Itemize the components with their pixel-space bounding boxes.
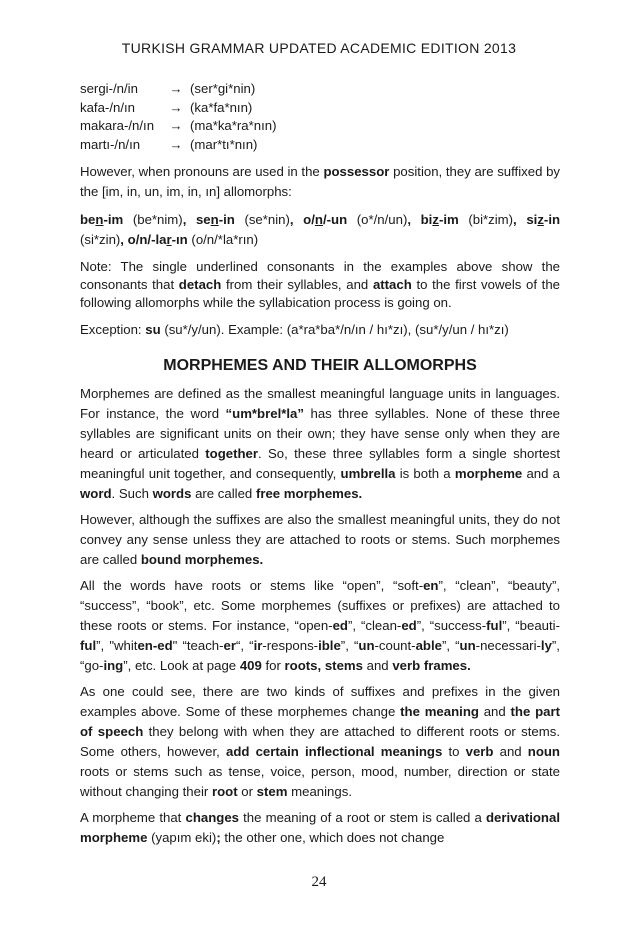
exception-example: (a*ra*ba*/n/ın / hı*zı): [286, 322, 408, 337]
example-syllables: (ka*fa*nın): [190, 99, 253, 115]
text: ”, “success-: [416, 618, 487, 633]
example-row: [80, 80, 560, 99]
pronoun-example: sen-in (se*nin),: [195, 212, 294, 227]
running-header: TURKISH GRAMMAR UPDATED ACADEMIC EDITION 2013: [121, 40, 517, 56]
text: roots or stems such as tense, voice, person, mood, number, direction or state without changing their: [80, 764, 560, 799]
emphasis: umbrella: [340, 466, 396, 481]
suffix-examples: [80, 80, 560, 154]
paragraph-roots-stems: [80, 576, 560, 676]
text: for: [261, 658, 285, 673]
emphasis: 409: [239, 658, 262, 673]
possessor-text-before: However, when pronouns are used in the: [80, 164, 324, 179]
emphasis: un: [459, 638, 476, 653]
note-text: to the first vowels of the following allomorphs while the syllabication process is going on.: [80, 277, 561, 310]
text: ”, “go-: [80, 638, 560, 673]
section-heading: MORPHEMES AND THEIR ALLOMORPHS: [163, 357, 477, 374]
text: All the words have roots or stems like “open”, “soft-: [80, 578, 424, 593]
page-content: [80, 80, 560, 848]
text: Morphemes are defined as the smallest meaningful language units in languages. For instance, the word: [80, 386, 560, 421]
text: . So, these three syllables form a single shortest meaningful unit together, and consequently,: [80, 446, 560, 481]
text: -respons-: [262, 638, 319, 653]
page-number: 24: [311, 874, 327, 890]
example-word: makara-/n/ın: [80, 118, 155, 133]
exception-example: (su*/y/un / hı*zı): [415, 322, 509, 337]
exception-syllables: (su*/y/un): [164, 322, 221, 337]
pronoun-suffix: -im: [103, 212, 124, 227]
text: ”, “: [441, 638, 460, 653]
emphasis: ir: [253, 638, 263, 653]
text: (yapım eki): [147, 830, 217, 845]
example-word: sergi-/n/in: [80, 81, 138, 96]
text: and: [362, 658, 393, 673]
emphasis: ful: [80, 638, 97, 653]
text: has three syllables. None of these three syllables are significant units on their own; they have sense only when they are heard or articulated: [80, 406, 560, 461]
text: is both a: [395, 466, 455, 481]
example-row: [80, 117, 560, 136]
emphasis: the part of speech: [80, 704, 560, 739]
pronoun-example: biz-im (bi*zim),: [420, 212, 517, 227]
emphasis: ly: [540, 638, 552, 653]
pronoun-syllables: (bi*zim): [468, 212, 514, 227]
pronoun-syllables: (si*zin): [80, 232, 121, 247]
text: ”, "whit: [96, 638, 138, 653]
pronoun-syllables: (se*nin): [244, 212, 290, 227]
paragraph-bound-morphemes: [80, 510, 560, 570]
possessor-text-after: position, they are suffixed by the [im, in, un, im, in, ın] allomorphs:: [80, 164, 561, 199]
pronoun-prefix: bi: [420, 212, 433, 227]
text: However, although the suffixes are also the smallest meaningful units, they do not convey any sense unless they are attached to roots or stems. Such morphemes are called: [80, 512, 560, 567]
pronoun-suffix: -in: [218, 212, 235, 227]
note-keyword-attach: attach: [372, 277, 412, 292]
text: and: [493, 744, 528, 759]
emphasis: en-ed: [137, 638, 173, 653]
example-syllables: (mar*tı*nın): [190, 136, 258, 152]
text: -necessari-: [475, 638, 541, 653]
possessor-paragraph: [80, 162, 560, 202]
detached-consonant: r: [166, 232, 172, 247]
emphasis: ;: [216, 830, 221, 845]
paragraph-two-kinds: [80, 682, 560, 802]
emphasis: able: [415, 638, 442, 653]
pronoun-suffix: /-un: [322, 212, 348, 227]
example-word: martı-/n/ın: [80, 136, 141, 152]
emphasis: ible: [318, 638, 341, 653]
example-syllables: (ser*gi*nin): [190, 81, 256, 96]
paragraph-derivational: [80, 808, 560, 848]
emphasis: en: [423, 578, 439, 593]
pronoun-suffix: -in: [543, 212, 561, 227]
example-syllables: (ma*ka*ra*nın): [190, 118, 277, 133]
text: ”, “clean-: [347, 618, 402, 633]
text: to: [442, 744, 466, 759]
detached-consonant: n: [210, 212, 219, 227]
text: the other one, which does not change: [220, 830, 445, 845]
text: ”, “: [340, 638, 359, 653]
exception-example-label: . Example:: [220, 322, 287, 337]
emphasis: words: [152, 486, 192, 501]
text: and a: [522, 466, 561, 481]
arrow-icon: →: [169, 118, 183, 133]
pronoun-example: ben-im (be*nim),: [80, 212, 187, 227]
example-word: kafa-/n/ın: [80, 99, 135, 115]
arrow-icon: →: [169, 99, 183, 115]
emphasis: ed: [401, 618, 417, 633]
emphasis: bound morphemes.: [140, 552, 264, 567]
emphasis: free morphemes.: [255, 486, 363, 501]
emphasis: verb frames.: [392, 658, 471, 673]
text: or: [237, 784, 257, 799]
possessor-keyword: possessor: [323, 164, 390, 179]
emphasis: morpheme: [454, 466, 523, 481]
example-row: [80, 136, 560, 155]
emphasis: verb: [465, 744, 494, 759]
note-text: from their syllables, and: [221, 277, 373, 292]
emphasis: root: [211, 784, 238, 799]
note-paragraph: [80, 258, 560, 312]
pronoun-suffix: -im: [438, 212, 459, 227]
emphasis: “um*brel*la”: [225, 406, 304, 421]
text: meanings.: [287, 784, 352, 799]
text: . Such: [111, 486, 153, 501]
emphasis: un: [358, 638, 375, 653]
note-text: Note: The single underlined consonants in the examples above show the consonants that: [80, 259, 560, 292]
exception-paragraph: Exception: su (su*/y/un). Example: (a*ra*ba*/n/ın / hı*zı), (su*/y/un / hı*zı): [80, 322, 509, 337]
text: " “teach-: [172, 638, 224, 653]
text: the meaning of a root or stem is called a: [239, 810, 486, 825]
pronoun-syllables: (o/n/*la*rın): [191, 232, 259, 247]
pronoun-example: [128, 232, 258, 247]
emphasis: the meaning: [400, 704, 479, 719]
text: ”, “clean”, “beauty”, “success”, “book”, etc. Some morphemes (suffixes or prefixes) are attached to these roots or stems. For instance, “open-: [80, 578, 560, 633]
emphasis: er: [223, 638, 236, 653]
pronoun-prefix: si: [526, 212, 538, 227]
example-row: [80, 99, 560, 118]
emphasis: noun: [527, 744, 560, 759]
exception-word: su: [145, 322, 161, 337]
emphasis: ful: [486, 618, 503, 633]
emphasis: roots, stems: [284, 658, 363, 673]
text: -count-: [374, 638, 416, 653]
arrow-icon: →: [169, 136, 183, 152]
text: ”, etc. Look at page: [123, 658, 240, 673]
pronoun-prefix: se: [195, 212, 211, 227]
exception-label: Exception:: [80, 322, 146, 337]
emphasis: word: [80, 486, 112, 501]
emphasis: ing: [103, 658, 124, 673]
emphasis: derivational morpheme: [80, 810, 560, 845]
pronoun-examples: [80, 210, 560, 250]
text: ”, “beauti-: [502, 618, 560, 633]
text: “, “: [235, 638, 254, 653]
detached-consonant: z: [432, 212, 439, 227]
pronoun-example: siz-in (si*zin),: [80, 212, 561, 247]
detached-consonant: n: [314, 212, 323, 227]
emphasis: ed: [332, 618, 348, 633]
text: are called: [191, 486, 256, 501]
emphasis: changes: [185, 810, 239, 825]
pronoun-prefix: be: [80, 212, 96, 227]
pronoun-example: o/n/-un (o*/n/un),: [303, 212, 412, 227]
text: they belong with when they are attached to different roots or stems. Some others, however,: [80, 724, 560, 759]
pronoun-syllables: (be*nim): [132, 212, 183, 227]
pronoun-prefix: o/: [303, 212, 315, 227]
pronoun-suffix: -ın: [171, 232, 188, 247]
emphasis: stem: [256, 784, 288, 799]
text: A morpheme that: [80, 810, 186, 825]
pronoun-prefix: o/n/-la: [127, 232, 167, 247]
arrow-icon: →: [169, 81, 183, 96]
paragraph-free-morphemes: [80, 384, 560, 504]
pronoun-syllables: (o*/n/un): [356, 212, 408, 227]
text: and: [478, 704, 511, 719]
detached-consonant: z: [537, 212, 544, 227]
detached-consonant: n: [95, 212, 104, 227]
emphasis: together: [205, 446, 259, 461]
emphasis: add certain inflectional meanings: [226, 744, 443, 759]
text: As one could see, there are two kinds of suffixes and prefixes in the given examples above. Some of these morphemes change: [80, 684, 560, 719]
note-keyword-detach: detach: [178, 277, 222, 292]
